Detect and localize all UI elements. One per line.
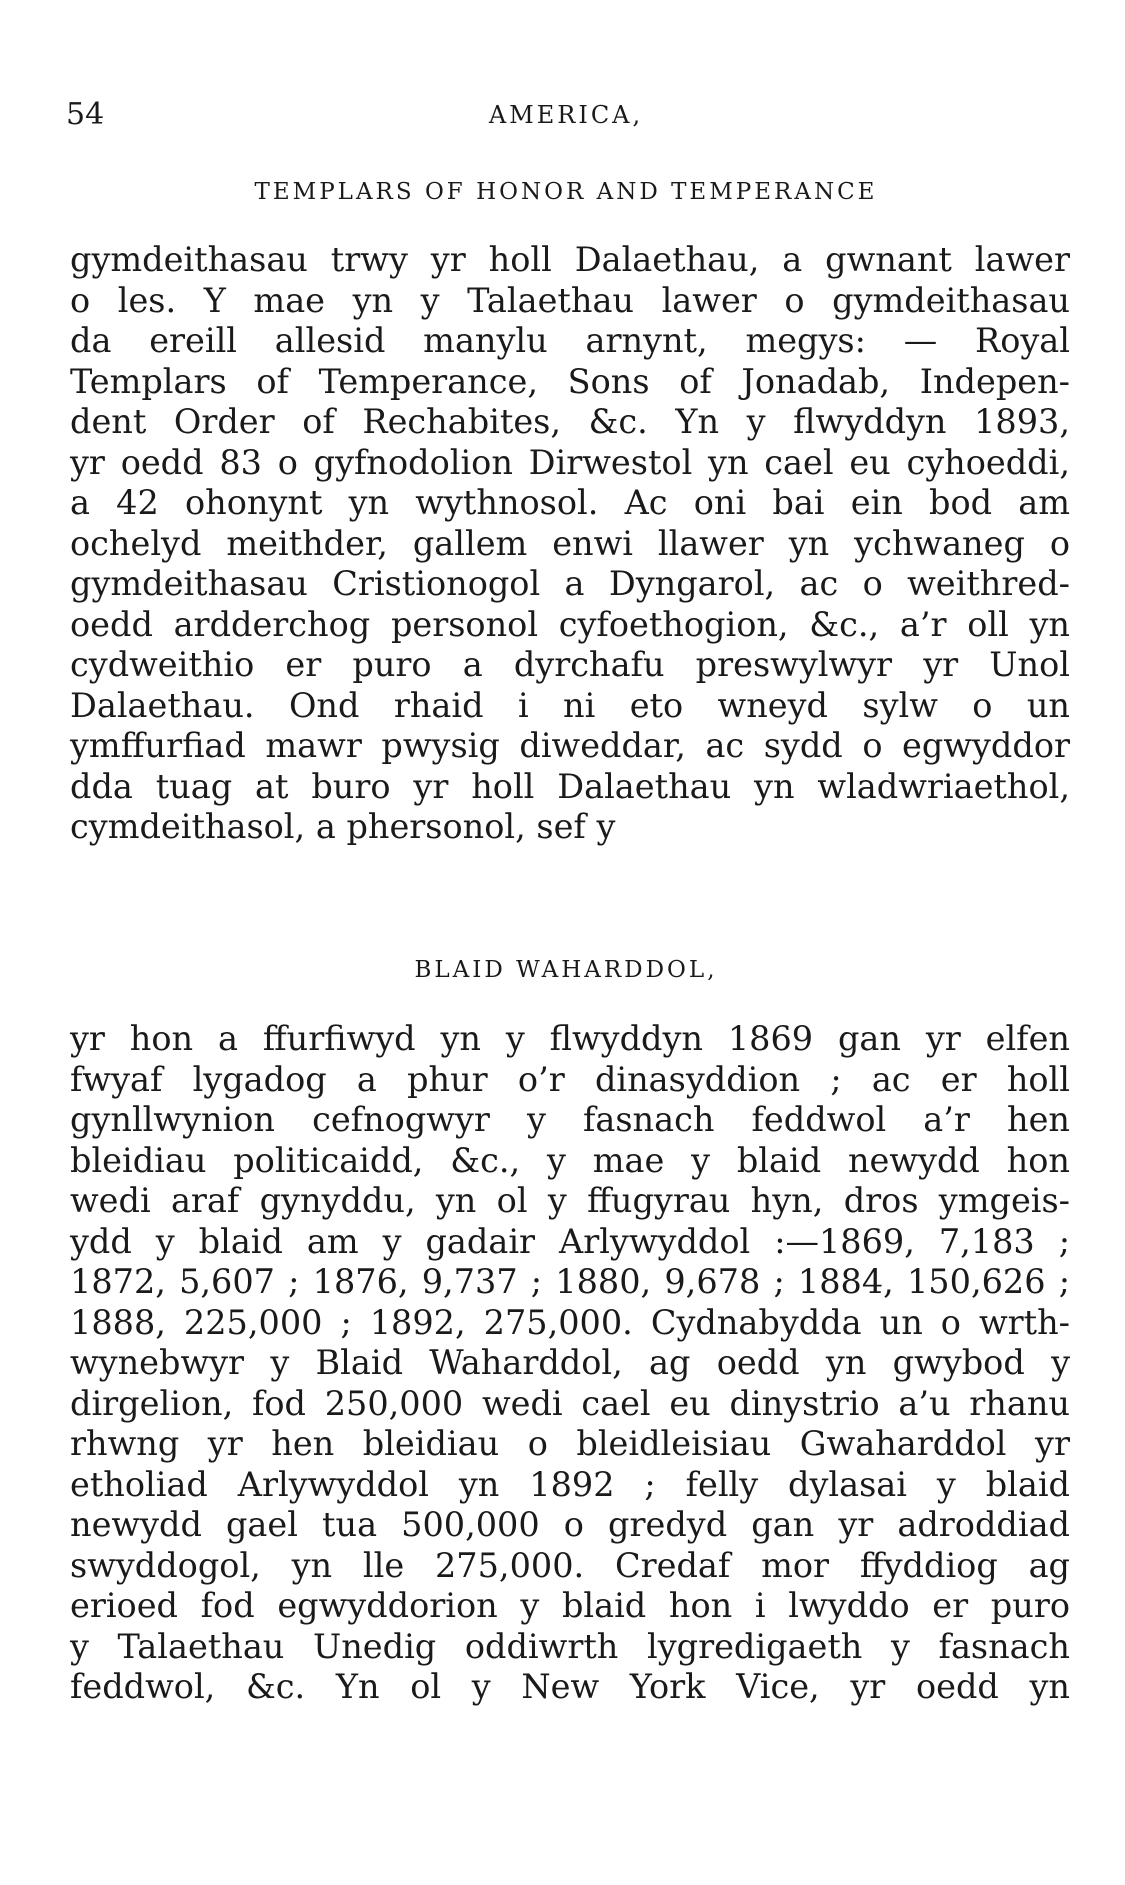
text-line: cydweithio er puro a dyrchafu preswylwyr yr Unol [70, 645, 1070, 684]
text-line: ochelyd meithder, gallem enwi llawer yn ychwaneg o [70, 523, 1070, 563]
text-line: erioed fod egwyddorion y blaid hon i lwyddo er puro [70, 1586, 1070, 1625]
text-line: wynebwyr y Blaid Waharddol, ag oedd yn gwybod y [70, 1343, 1070, 1382]
text-line: Dalaethau. Ond rhaid i ni eto wneyd sylw o un [70, 685, 1070, 725]
paragraph-templars [70, 240, 1070, 848]
running-title: AMERICA, [488, 101, 644, 129]
page-number: 54 [66, 97, 105, 132]
text-line: fwyaf lygadog a phur o’r dinasyddion ; ac er holl [70, 1059, 1070, 1099]
text-line: cymdeithasol, a phersonol, sef y [70, 807, 616, 846]
text-line: swyddogol, yn lle 275,000. Credaf mor ffyddiog ag [70, 1545, 1070, 1585]
text-line: a 42 ohonynt yn wythnosol. Ac oni bai ein bod am [70, 483, 1070, 522]
text-line: feddwol, &c. Yn ol y New York Vice, yr oedd yn [70, 1667, 1070, 1706]
text-line: 1872, 5,607 ; 1876, 9,737 ; 1880, 9,678 ; 1884, 150,626 ; [70, 1262, 1070, 1301]
text-line: oedd ardderchog personol cyfoethogion, &c., a’r oll yn [70, 604, 1070, 644]
text-line: gynllwynion cefnogwyr y fasnach feddwol a’r hen [70, 1100, 1070, 1139]
text-line: dirgelion, fod 250,000 wedi cael eu dinystrio a’u rhanu [70, 1383, 1070, 1423]
text-line: o les. Y mae yn y Talaethau lawer o gymdeithasau [70, 280, 1070, 320]
text-line: gymdeithasau Cristionogol a Dyngarol, ac o weithred- [70, 564, 1070, 603]
text-line: ydd y blaid am y gadair Arlywyddol :—1869, 7,183 ; [70, 1221, 1070, 1261]
text-line: ymffurfiad mawr pwysig diweddar, ac sydd o egwyddor [70, 726, 1070, 765]
running-head [66, 95, 1066, 135]
paragraph-blaid-waharddol [70, 1019, 1070, 1708]
text-line: Templars of Temperance, Sons of Jonadab, Indepen- [70, 361, 1070, 401]
text-line: yr hon a ffurfiwyd yn y flwyddyn 1869 gan yr elfen [70, 1019, 1070, 1058]
text-line: bleidiau politicaidd, &c., y mae y blaid newydd hon [70, 1140, 1070, 1180]
text-line: gymdeithasau trwy yr holl Dalaethau, a gwnant lawer [70, 240, 1070, 279]
text-line: wedi araf gynyddu, yn ol y ffugyrau hyn, dros ymgeis- [70, 1181, 1070, 1220]
text-line: rhwng yr hen bleidiau o bleidleisiau Gwaharddol yr [70, 1424, 1070, 1463]
text-line: da ereill allesid manylu arnynt, megys: — Royal [70, 321, 1070, 360]
section-heading-templars: TEMPLARS OF HONOR AND TEMPERANCE [254, 179, 878, 205]
text-line: dda tuag at buro yr holl Dalaethau yn wladwriaethol, [70, 766, 1070, 806]
text-line: y Talaethau Unedig oddiwrth lygredigaeth y fasnach [70, 1626, 1070, 1666]
section-heading-blaid-waharddol: BLAID WAHARDDOL, [414, 957, 718, 983]
text-line: yr oedd 83 o gyfnodolion Dirwestol yn cael eu cyhoeddi, [70, 442, 1070, 482]
text-line: 1888, 225,000 ; 1892, 275,000. Cydnabydda un o wrth- [70, 1302, 1070, 1342]
text-line: etholiad Arlywyddol yn 1892 ; felly dylasai y blaid [70, 1464, 1070, 1504]
text-line: newydd gael tua 500,000 o gredyd gan yr adroddiad [70, 1505, 1070, 1544]
text-line: dent Order of Rechabites, &c. Yn y flwyddyn 1893, [70, 402, 1070, 441]
